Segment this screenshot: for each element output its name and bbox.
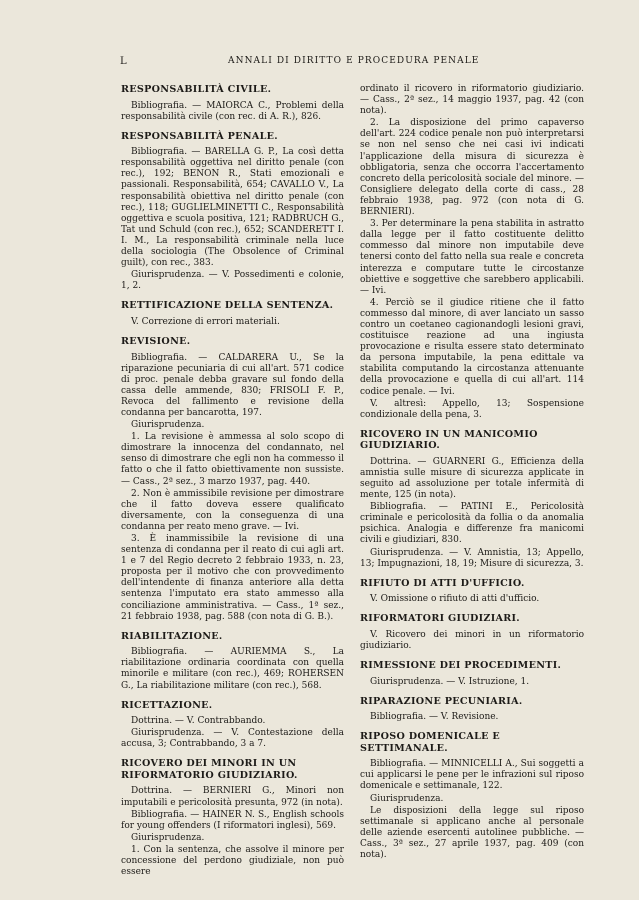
page-header: [0, 56, 639, 70]
entry-heading: RICOVERO DEI MINORI IN UN RIFORMATORIO GIUDIZIARIO.: [121, 758, 298, 781]
entry-text: Bibliografia. — PATINI E., Pericolosità criminale e pericolosità da follia o da anomalia psichica. Analogia e differenze fra manicomi civili e giudiziari, 830.: [360, 502, 584, 546]
entry-heading: RIFORMATORI GIUDIZIARI.: [360, 613, 520, 625]
entry-heading: RICETTAZIONE.: [121, 699, 213, 711]
entry-heading: REVISIONE.: [121, 336, 191, 347]
entry-text: Giurisprudenza. — V. Istruzione, 1.: [370, 676, 530, 687]
entry-heading: RIMESSIONE DEI PROCEDIMENTI.: [360, 660, 562, 672]
left-column: [121, 84, 344, 879]
entry-heading: RESPONSABILITÀ PENALE.: [121, 130, 278, 142]
entry-text: 2. La disposizione del primo capaverso dell'art. 224 codice penale non può interpretarsi se non nel senso che nei casi ivi indicati l'applicazione della misura di sicurezza è obbligatoria, senza che occorra l'accertamento concreto della pericolosità sociale del minore. — Consigliere delegato della corte di cass., 28 febbraio 1938, pag. 972 (con nota di G. BERNIERI).: [360, 118, 584, 218]
entry-text: Bibliografia. — V. Revisione.: [370, 712, 499, 723]
entry-text: 4. Perciò se il giudice ritiene che il fatto commesso dal minore, di aver lanciato un sasso contro un coetaneo cagionandogli lesioni gravi, costituisce reazione ad una ingiusta provocazione e risulta essere stato determinato da persona imputabile, la pena edittale va stabilita computando la circostanza attenuante della provocazione e quella di cui all'art. 114 codice penale. — Ivi.: [360, 297, 584, 397]
entry-text: 3. Per determinare la pena stabilita in astratto dalla legge per il fatto costituente delitto commesso dal minore non imputabile deve tenersi conto del fatto nella sua reale e concreta interezza e computare tutte le circostanze obiettive e soggettive che sarebbero applicabili. — Ivi.: [360, 219, 584, 296]
entry-heading: RIPOSO DOMENICALE E SETTIMANALE.: [360, 731, 501, 754]
entry-text: 3. È inammissibile la revisione di una sentenza di condanna per il reato di cui agli art. 1 e 7 del Regio decreto 2 febbraio 1933, n. 23, proposta per il motivo che con provvedimento dell'intendente di finanza anteriore alla detta sentenza l'imputato era stato ammesso alla conciliazione amministrativa. — Cass., 1ª sez., 21 febbraio 1938, pag. 588 (con nota di G. B.).: [121, 534, 344, 622]
right-column: [360, 84, 584, 862]
entry-text: Giurisprudenza.: [131, 420, 205, 431]
entry-text: Bibliografia. — MINNICELLI A., Sui soggetti a cui applicarsi le pene per le infrazioni sul riposo domenicale e settimanale, 122.: [360, 759, 584, 792]
entry-heading: RIFIUTO DI ATTI D'UFFICIO.: [360, 577, 525, 589]
page-number: L: [120, 56, 127, 67]
entry-text: Dottrina. — V. Contrabbando.: [131, 716, 266, 727]
entry-heading: RETTIFICAZIONE DELLA SENTENZA.: [121, 300, 334, 312]
entry-text: V. Correzione di errori materiali.: [131, 316, 280, 327]
entry-heading: RICOVERO IN UN MANICOMIO GIUDIZIARIO.: [360, 428, 538, 452]
entry-text: Giurisprudenza. — V. Possedimenti e colonie, 1, 2.: [121, 270, 344, 292]
entry-heading: RESPONSABILITÀ CIVILE.: [121, 84, 272, 95]
entry-text: Dottrina. — GUARNERI G., Efficienza della amnistia sulle misure di sicurezza applicate in seguito ad assoluzione per totale infermità di mente, 125 (in nota).: [360, 456, 584, 501]
entry-text: Giurisprudenza.: [370, 793, 444, 804]
entry-text: Dottrina. — BERNIERI G., Minori non imputabili e pericolosità presunta, 972 (in nota).: [121, 786, 344, 808]
entry-text: Bibliografia. — AURIEMMA S., La riabilitazione ordinaria coordinata con quella minorile e militare (con rec.), 469; ROHERSEN G., La riabilitazione militare (con rec.), 568.: [121, 647, 344, 691]
entry-text: 1. Con la sentenza, che assolve il minore per concessione del perdono giudiziale, non può essere: [121, 844, 344, 878]
entry-text: Bibliografia. — BARELLA G. P., La così detta responsabilità oggettiva nel diritto penale (con rec.), 192; BENON R., Stati emozionali e passionali. Responsabilità, 654; CAVALLO V., La responsabilità obiettiva nel diritto penale (con rec.), 118; GUGLIELMINETTI C., Responsabilità oggettiva e scuola positiva, 121; RADBRUCH G., Tat und Schuld (con rec.), 652; SCANDERETT I. I. M., La responsabilità criminale nella luce della sociologia (The Obsolence of Criminal guilt), con rec., 383.: [121, 147, 344, 269]
running-title: ANNALI DI DIRITTO E PROCEDURA PENALE: [228, 56, 480, 66]
entry-text: ordinato il ricovero in riformatorio giudiziario. — Cass., 2ª sez., 14 maggio 1937, pag. 42 (con nota).: [360, 84, 584, 117]
entry-text: Bibliografia. — HAINER N. S., English schools for young offenders (I riformatori inglesi), 569.: [121, 809, 344, 831]
entry-text: Bibliografia. — CALDARERA U., Se la riparazione pecuniaria di cui all'art. 571 codice di proc. penale debba gravare sul fondo della cassa delle ammende, 830; FRISOLI F. P., Revoca del fallimento e revisione della condanna per bancarotta, 197.: [121, 352, 344, 418]
entry-text: 2. Non è ammissibile revisione per dimostrare che il fatto doveva essere qualificato diversamente, con la conseguenza di una condanna per reato meno grave. — Ivi.: [121, 488, 344, 532]
entry-text: Giurisprudenza. — V. Contestazione della accusa, 3; Contrabbando, 3 a 7.: [121, 728, 344, 750]
entry-text: 1. La revisione è ammessa al solo scopo di dimostrare la innocenza del condannato, nel senso di dimostrare che egli non ha commesso il fatto o che il fatto obiettivamente non sussiste. — Cass., 2ª sez., 3 marzo 1937, pag. 440.: [121, 432, 344, 487]
entry-heading: RIABILITAZIONE.: [121, 630, 223, 642]
entry-text: V. altresì: Appello, 13; Sospensione condizionale della pena, 3.: [360, 398, 584, 420]
entry-text: Giurisprudenza.: [131, 832, 205, 843]
entry-text: V. Ricovero dei minori in un riformatorio giudiziario.: [360, 629, 584, 651]
entry-text: V. Omissione o rifiuto di atti d'ufficio.: [370, 594, 540, 605]
entry-text: Le disposizioni della legge sul riposo settimanale si applicano anche al personale delle aziende esercenti autolinee pubbliche. — Cass., 3ª sez., 27 aprile 1937, pag. 409 (con nota).: [360, 805, 584, 860]
entry-text: Bibliografia. — MAIORCA C., Problemi della responsabilità civile (con rec. di A. R.), 826.: [121, 100, 344, 122]
entry-heading: RIPARAZIONE PECUNIARIA.: [360, 695, 523, 707]
entry-text: Giurisprudenza. — V. Amnistia, 13; Appello, 13; Impugnazioni, 18, 19; Misure di sicurezza, 3.: [360, 547, 584, 569]
